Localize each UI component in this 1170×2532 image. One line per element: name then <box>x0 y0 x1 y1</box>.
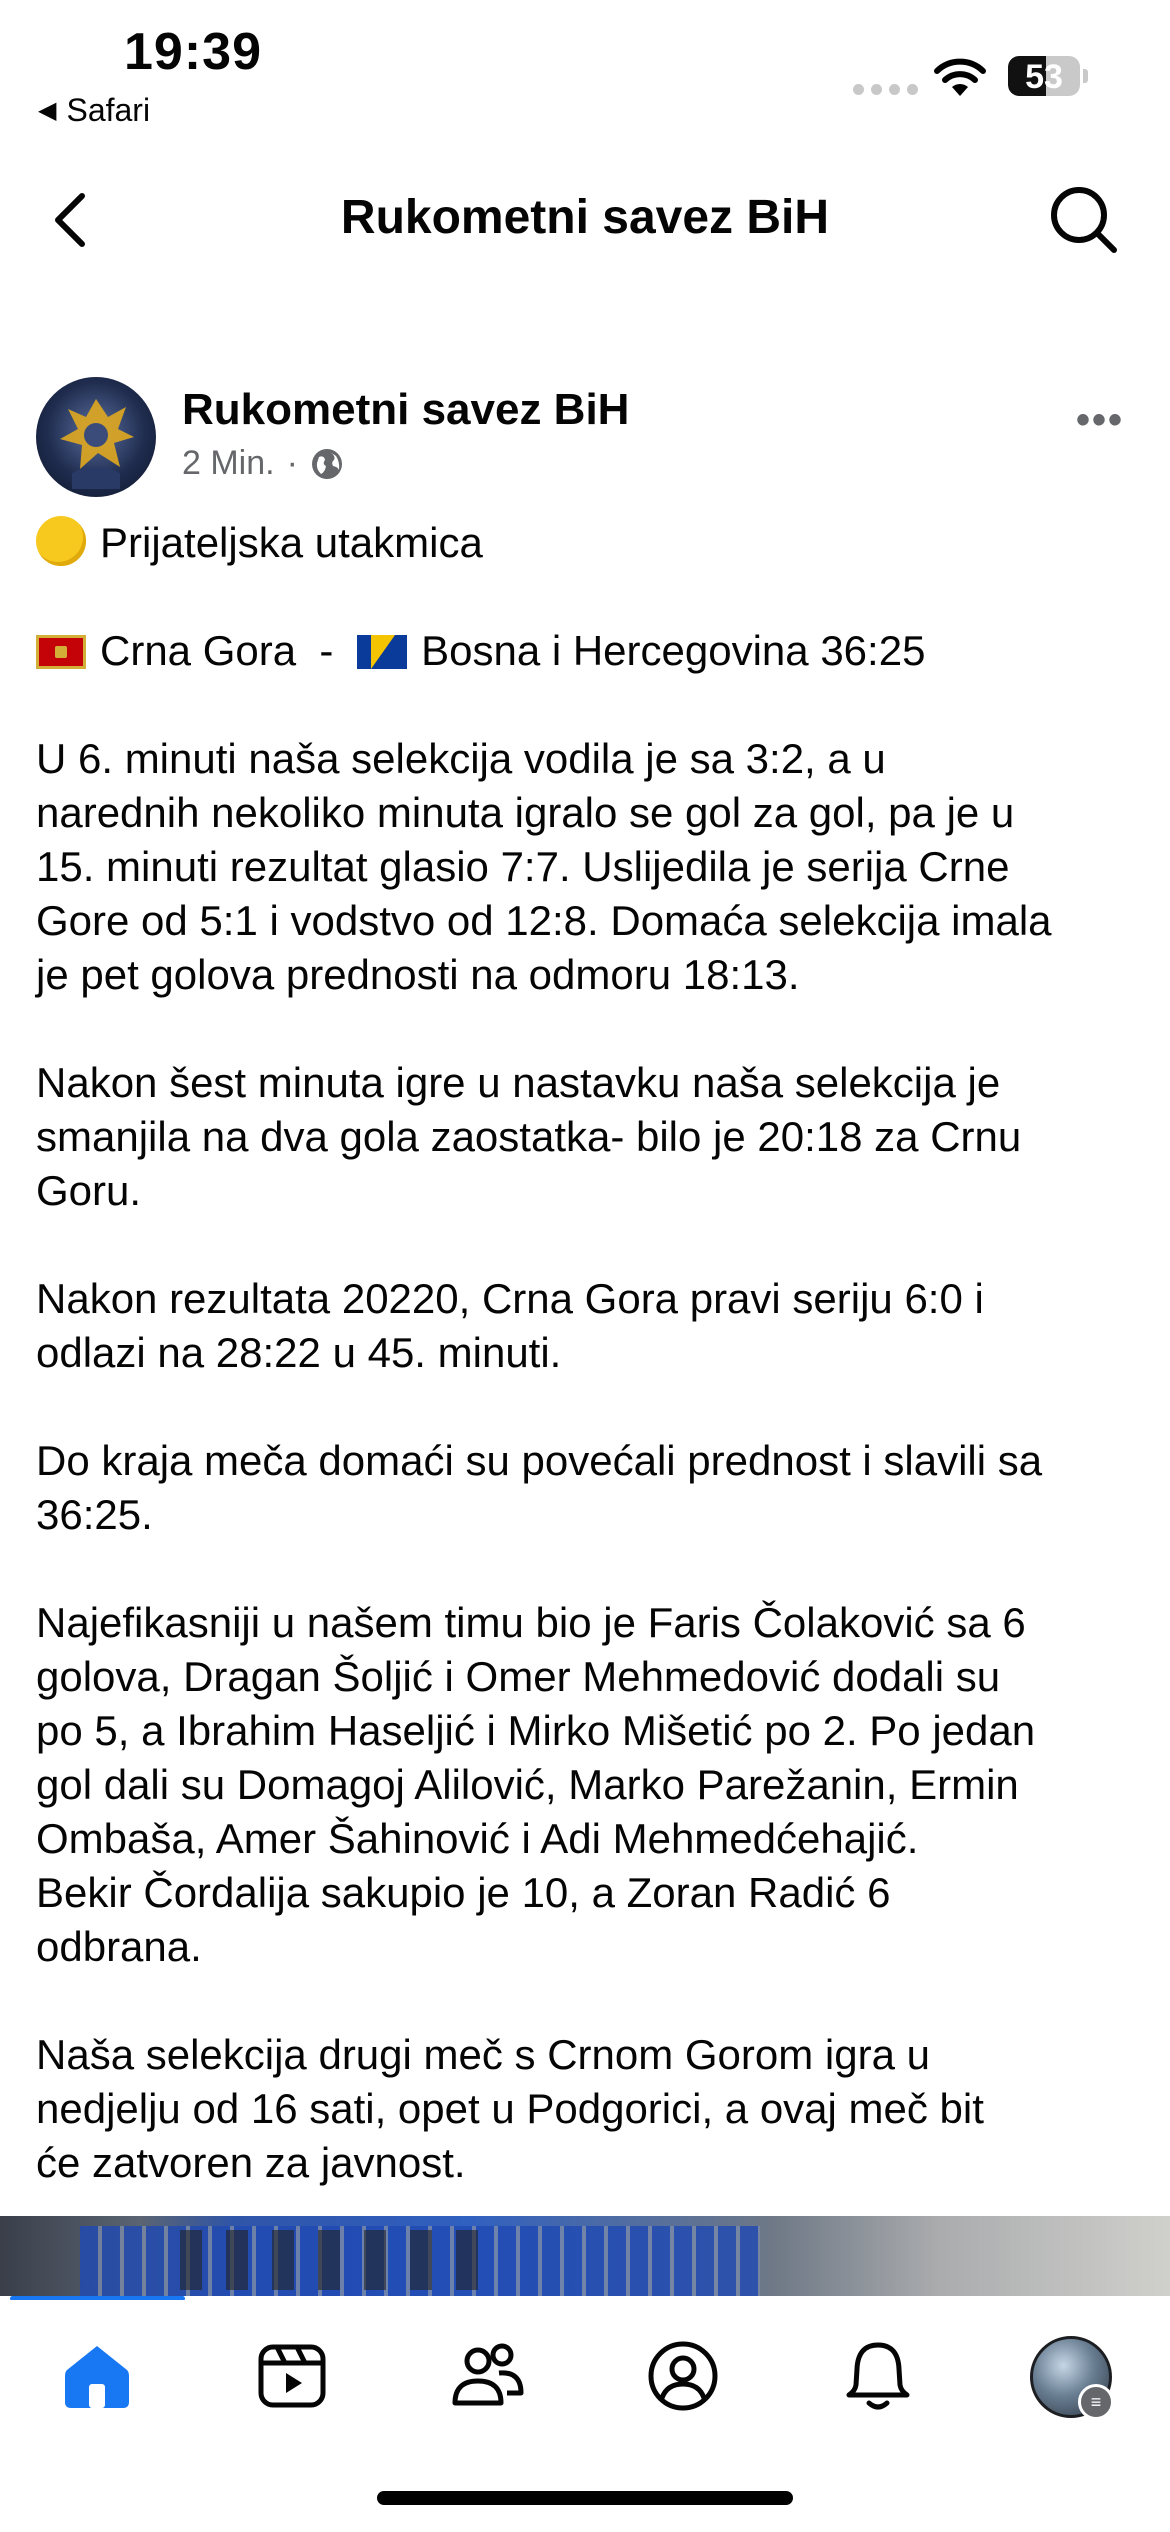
back-to-app-link[interactable] <box>38 92 150 129</box>
text-line: je pet golova prednosti na odmoru 18:13. <box>36 951 800 998</box>
text-line: smanjila na dva gola zaostatka- bilo je 20:18 za Crnu <box>36 1113 1022 1160</box>
post-meta <box>182 444 344 483</box>
status-bar <box>0 0 1170 140</box>
text-line: Gore od 5:1 i vodstvo od 12:8. Domaća selekcija imala <box>36 897 1052 944</box>
back-triangle-icon: ◀ <box>38 97 57 124</box>
home-icon <box>61 2340 133 2412</box>
battery-icon <box>1008 56 1080 96</box>
match-away-score: Bosna i Hercegovina 36:25 <box>421 627 926 674</box>
text-line: 15. minuti rezultat glasio 7:7. Uslijedila je serija Crne <box>36 843 1010 890</box>
paragraph-5 <box>36 1596 1146 1974</box>
post-author[interactable]: Rukometni savez BiH <box>182 385 630 434</box>
bottom-tab-bar <box>0 2300 1170 2450</box>
post-photo[interactable] <box>0 2216 1170 2296</box>
search-icon[interactable] <box>1046 182 1120 256</box>
battery-level: 53 <box>1025 58 1063 96</box>
profile-icon <box>647 2340 719 2412</box>
globe-icon <box>310 447 344 481</box>
text-line: će zatvoren za javnost. <box>36 2139 466 2186</box>
battery-tip <box>1083 69 1088 83</box>
text-line: Bekir Čordalija sakupio je 10, a Zoran Radić 6 <box>36 1869 891 1916</box>
video-icon <box>257 2341 327 2411</box>
friends-icon <box>451 2341 525 2411</box>
meta-separator: · <box>286 444 298 482</box>
tab-friends[interactable] <box>448 2336 528 2416</box>
home-indicator <box>377 2491 793 2505</box>
text-line: golova, Dragan Šoljić i Omer Mehmedović dodali su <box>36 1653 1001 1700</box>
post-time[interactable]: 2 Min. <box>182 444 275 482</box>
page-avatar[interactable] <box>36 377 156 497</box>
page-title: Rukometni savez BiH <box>340 191 830 244</box>
paragraph-4 <box>36 1434 1146 1542</box>
text-line: po 5, a Ibrahim Haseljić i Mirko Mišetić po 2. Po jedan <box>36 1707 1036 1754</box>
text-line: Nakon rezultata 20220, Crna Gora pravi seriju 6:0 i <box>36 1275 984 1322</box>
montenegro-flag-icon <box>36 635 86 669</box>
tab-home[interactable] <box>57 2336 137 2416</box>
status-time: 19:39 <box>124 23 262 81</box>
text-line: 36:25. <box>36 1491 153 1538</box>
more-options-button[interactable]: ••• <box>1076 398 1125 442</box>
bosnia-flag-icon <box>357 635 407 669</box>
cellular-signal-icon <box>853 84 918 95</box>
paragraph-3 <box>36 1272 1146 1380</box>
yellow-circle-emoji-icon <box>36 516 86 566</box>
tab-video[interactable] <box>252 2336 332 2416</box>
text-line: U 6. minuti naša selekcija vodila je sa 3:2, a u <box>36 735 886 782</box>
text-line: Goru. <box>36 1167 142 1214</box>
tab-profile[interactable] <box>643 2336 723 2416</box>
text-line: gol dali su Domagoj Alilović, Marko Parežanin, Ermin <box>36 1761 1019 1808</box>
text-line: Naša selekcija drugi meč s Crnom Gorom igra u <box>36 2031 930 2078</box>
match-home: Crna Gora <box>100 627 297 674</box>
dragon-logo-icon <box>36 377 156 497</box>
match-dash: - <box>319 627 334 674</box>
back-app-label: Safari <box>66 92 151 128</box>
post-heading: Prijateljska utakmica <box>100 519 483 566</box>
text-line: nedjelju od 16 sati, opet u Podgorici, a ovaj meč bit <box>36 2085 984 2132</box>
text-line: Ombaša, Amer Šahinović i Adi Mehmedćehajić. <box>36 1815 919 1862</box>
page-header <box>0 160 1170 280</box>
post-heading-line <box>36 516 1146 570</box>
text-line: Najefikasniji u našem timu bio je Faris Čolaković sa 6 <box>36 1599 1026 1646</box>
text-line: Nakon šest minuta igre u nastavku naša selekcija je <box>36 1059 1001 1106</box>
bell-icon <box>843 2339 913 2413</box>
wifi-icon <box>934 58 986 98</box>
paragraph-2 <box>36 1056 1146 1218</box>
tab-notifications[interactable] <box>838 2336 918 2416</box>
text-line: Do kraja meča domaći su povećali prednost i slavili sa <box>36 1437 1043 1484</box>
text-line: odlazi na 28:22 u 45. minuti. <box>36 1329 562 1376</box>
paragraph-1 <box>36 732 1146 1002</box>
match-line <box>36 624 1146 678</box>
text-line: narednih nekoliko minuta igralo se gol za gol, pa je u <box>36 789 1015 836</box>
text-line: odbrana. <box>36 1923 202 1970</box>
post-text <box>36 516 1146 2190</box>
menu-icon: ≡ <box>1078 2384 1114 2420</box>
paragraph-6 <box>36 2028 1146 2190</box>
